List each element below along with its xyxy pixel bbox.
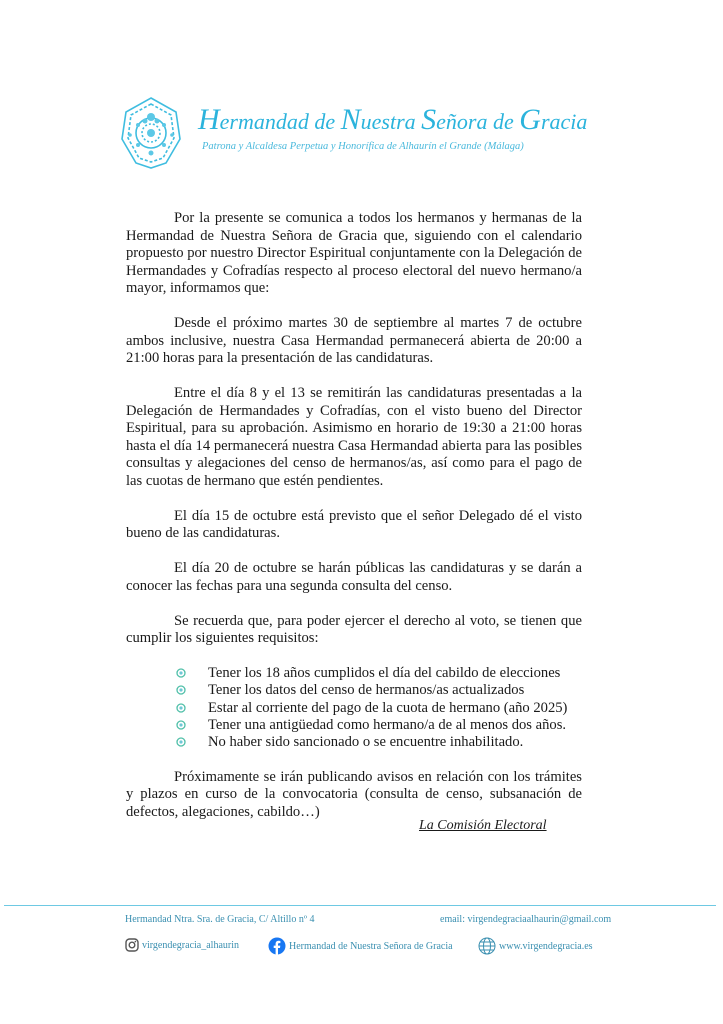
letterhead (118, 95, 588, 175)
title-word: eñora de (436, 109, 520, 134)
paragraph-requirements-intro: Se recuerda que, para poder ejercer el derecho al voto, se tienen que cumplir los siguientes requisitos: (126, 612, 582, 646)
instagram-icon (125, 938, 139, 952)
paragraph-intro: Por la presente se comunica a todos los hermanos y hermanas de la Hermandad de Nuestra Señora de Gracia que, siguiendo con el calendario propuesto por nuestro Director Espiritual conjuntamente con la Delegación de Hermandades y Cofradías respecto al proceso electoral del nuevo hermano/a mayor, informamos que: (126, 210, 582, 296)
brotherhood-subtitle: Patrona y Alcaldesa Perpetua y Honorífica de Alhaurín el Grande (Málaga) (202, 141, 524, 152)
footer-address: Hermandad Ntra. Sra. de Gracia, C/ Altillo nº 4 (125, 914, 315, 925)
title-initial: G (519, 103, 541, 136)
flower-bullet-icon (176, 737, 186, 747)
letter-body (126, 210, 582, 839)
paragraph-delegate-approval: El día 15 de octubre está previsto que el señor Delegado dé el visto bueno de las candidaturas. (126, 507, 582, 541)
facebook-icon (268, 937, 286, 955)
footer-facebook[interactable] (268, 937, 453, 955)
requirements-list (126, 665, 582, 751)
title-initial: N (340, 103, 361, 136)
title-initial: H (198, 103, 220, 136)
title-initial: S (421, 103, 437, 136)
flower-bullet-icon (176, 703, 186, 713)
paragraph-closing: Próximamente se irán publicando avisos en relación con los trámites y plazos en curso de la convocatoria (consulta de censo, subsanación de defectos, alegaciones, cabildo…) (126, 768, 582, 820)
requirement-text: No haber sido sancionado o se encuentre inhabilitado. (208, 734, 524, 751)
requirement-text: Estar al corriente del pago de la cuota de hermano (año 2025) (208, 699, 568, 716)
brotherhood-title (198, 103, 588, 137)
requirement-text: Tener los 18 años cumplidos el día del cabildo de elecciones (208, 665, 561, 681)
requirement-item (176, 700, 582, 717)
requirement-text: Tener los datos del censo de hermanos/as actualizados (208, 682, 525, 699)
flower-bullet-icon (176, 685, 186, 695)
facebook-page-name: Hermandad de Nuestra Señora de Gracia (289, 940, 453, 952)
paragraph-candidacy-submission: Desde el próximo martes 30 de septiembre al martes 7 de octubre ambos inclusive, nuestra Casa Hermandad permanecerá abierta de 20:00 a 21:00 horas para la presentación de las candidaturas. (126, 315, 582, 366)
requirement-item (176, 734, 582, 751)
title-word: uestra (360, 109, 422, 134)
paragraph-candidacy-review: Entre el día 8 y el 13 se remitirán las candidaturas presentadas a la Delegación de Hermandades y Cofradías, con el visto bueno del Director Espiritual, para su aprobación. Asimismo en horario de 19:30 a 21:00 horas hasta el día 14 permanecerá nuestra Casa Hermandad abierta para las posibles consultas y alegaciones del censo de hermanos/as, así como para el pago de las cuotas de hermano que estén pendientes. (126, 385, 582, 489)
hermandad-seal-icon (118, 95, 184, 171)
globe-icon (478, 937, 496, 955)
signature: La Comisión Electoral (419, 818, 547, 833)
title-word: ermandad de (219, 109, 341, 134)
flower-bullet-icon (176, 668, 186, 678)
requirement-item (176, 682, 582, 699)
instagram-handle: virgendegracia_alhaurin (142, 939, 239, 951)
footer-website[interactable] (478, 937, 593, 955)
flower-bullet-icon (176, 720, 186, 730)
paragraph-publication: El día 20 de octubre se harán públicas las candidaturas y se darán a conocer las fechas para una segunda consulta del censo. (126, 560, 582, 594)
requirement-text: Tener una antigüedad como hermano/a de al menos dos años. (208, 716, 567, 733)
title-word: racia (540, 109, 588, 134)
requirement-item (176, 717, 582, 734)
footer-instagram[interactable] (125, 938, 239, 952)
footer-email[interactable]: email: virgendegraciaalhaurin@gmail.com (440, 914, 612, 925)
website-url: www.virgendegracia.es (499, 940, 593, 952)
requirement-item (176, 665, 582, 682)
footer-divider (4, 905, 716, 906)
